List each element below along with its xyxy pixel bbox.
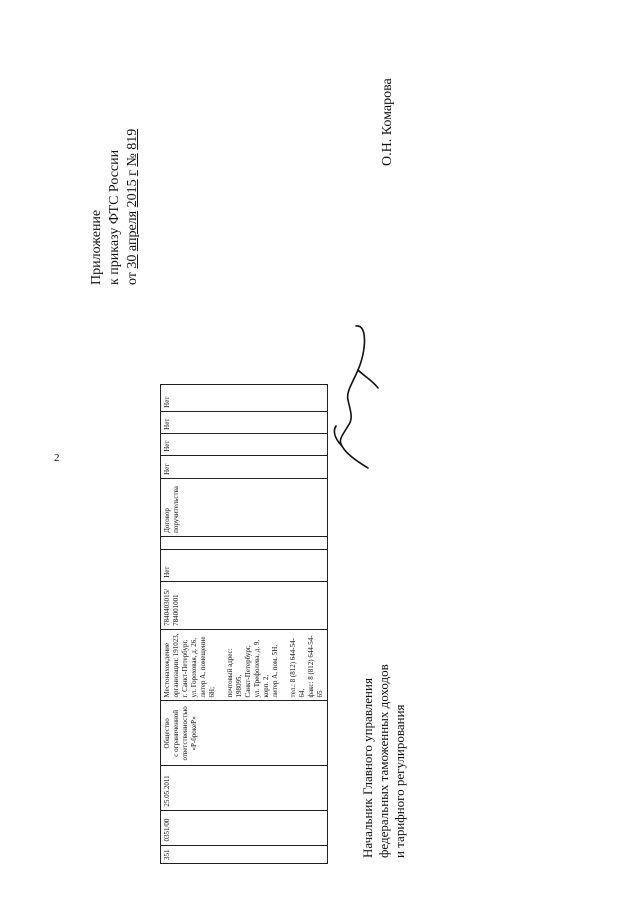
date-year: 2015 bbox=[125, 179, 140, 208]
signatory-title bbox=[360, 664, 408, 858]
address-line: Санкт-Петербург, bbox=[244, 645, 252, 698]
appendix-title: Приложение bbox=[89, 209, 104, 285]
address-line bbox=[217, 633, 226, 698]
order-number: 819 bbox=[125, 128, 140, 150]
address-line: организации: 191023, bbox=[172, 633, 180, 698]
address-line: ул. Гороховая, д. 26, bbox=[190, 637, 198, 698]
cell-col7: Нет bbox=[161, 549, 328, 581]
guarantee-line: Договор bbox=[163, 508, 171, 533]
cell-num: 351 bbox=[161, 845, 328, 863]
address-line: г. Санкт-Петербург, bbox=[181, 639, 189, 698]
signatory-name: О.Н. Комарова bbox=[380, 78, 395, 166]
title-line: и тарифного регулирования bbox=[392, 704, 407, 858]
address-line bbox=[280, 633, 289, 698]
org-name-line: «Р-брокеР» bbox=[190, 716, 198, 751]
cell-col10: Нет bbox=[161, 455, 328, 478]
cell-col13: Нет bbox=[161, 385, 328, 412]
date-month: апреля bbox=[125, 210, 140, 252]
date-prefix: от bbox=[125, 272, 140, 285]
registry-table bbox=[160, 384, 328, 864]
address-line: факс: 8 (812) 644-54-65 bbox=[307, 635, 324, 698]
signature-icon bbox=[328, 322, 388, 472]
number-sign: № bbox=[125, 153, 140, 167]
appendix-order-ref: к приказу ФТС России bbox=[107, 149, 122, 285]
address-line: тел.: 8 (812) 644-54-64, bbox=[289, 638, 306, 698]
registry-table-wrapper bbox=[160, 384, 328, 864]
title-line: Начальник Главного управления bbox=[360, 678, 375, 858]
cell-col8 bbox=[161, 536, 328, 549]
org-name-line: ответственностью bbox=[181, 706, 189, 761]
cell-reg-number: 0351/00 bbox=[161, 810, 328, 845]
table-row bbox=[161, 385, 328, 864]
title-line: федеральных таможенных доходов bbox=[376, 664, 391, 858]
cell-org-name bbox=[161, 701, 328, 766]
inn-line: 7840403015/ bbox=[163, 588, 171, 626]
cell-col12: Нет bbox=[161, 411, 328, 433]
kpp-line: 784001001 bbox=[172, 594, 180, 626]
cell-date: 25.05.2011 bbox=[161, 766, 328, 810]
appendix-header bbox=[88, 129, 142, 285]
cell-col11: Нет bbox=[161, 433, 328, 455]
guarantee-line: поручительства bbox=[172, 486, 180, 533]
org-name-line: с ограниченной bbox=[172, 710, 180, 757]
address-line: почтовый адрес: 198095, bbox=[226, 648, 243, 698]
org-name-line: Общество bbox=[163, 718, 171, 749]
address-line: ул. Трефолева, д. 9, корп. 2, bbox=[253, 639, 270, 698]
cell-inn-kpp bbox=[161, 581, 328, 629]
cell-guarantee bbox=[161, 478, 328, 536]
address-line: литер А, пом. 5Н, bbox=[271, 644, 279, 698]
cell-address bbox=[161, 629, 328, 701]
appendix-date-line bbox=[124, 129, 142, 285]
page-number: 2 bbox=[54, 452, 60, 464]
address-line: Местонахождение bbox=[163, 642, 171, 698]
date-year-suffix: г bbox=[125, 170, 140, 176]
date-day: 30 bbox=[125, 254, 140, 269]
address-line: литер А, помещение 6Н; bbox=[199, 636, 216, 698]
